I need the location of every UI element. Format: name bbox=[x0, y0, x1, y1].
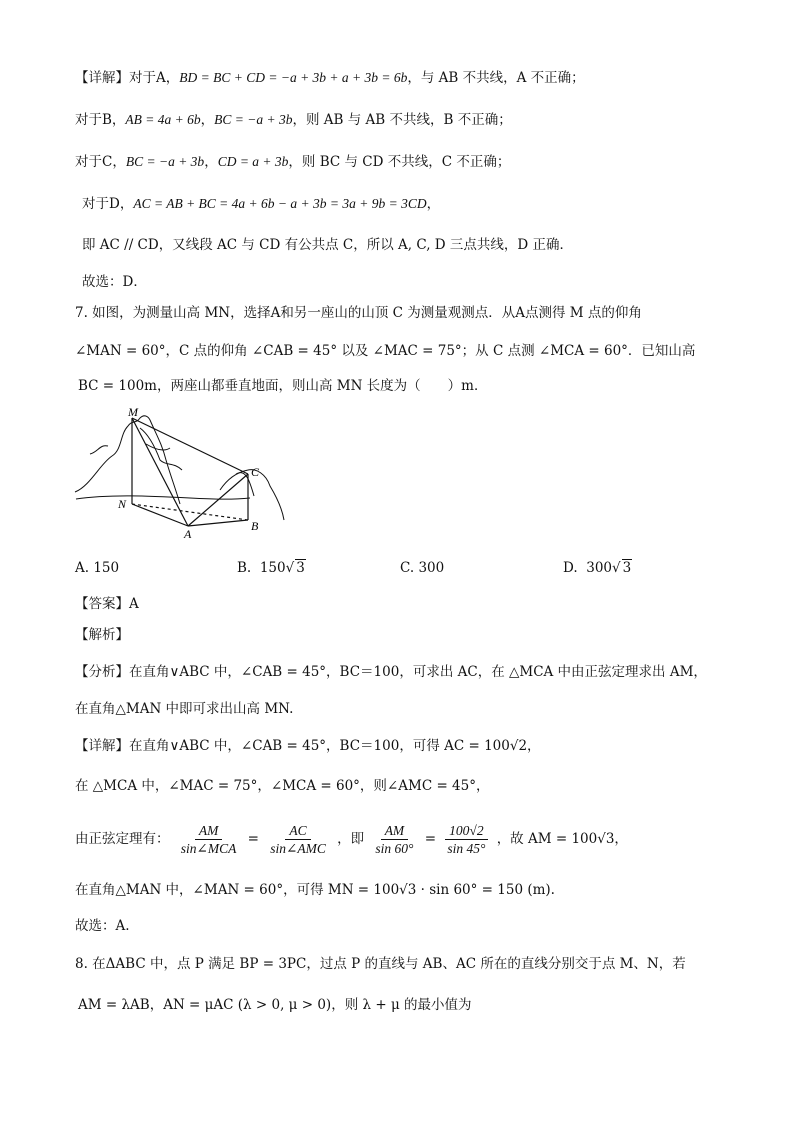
option-letter: C. bbox=[400, 560, 415, 576]
geometry-lines bbox=[132, 418, 248, 526]
option-coef: 150 bbox=[259, 560, 286, 576]
case-b-expr2: BC = −a + 3b bbox=[214, 112, 293, 127]
option-root: 3 bbox=[296, 560, 305, 576]
mountain-figure bbox=[70, 404, 300, 544]
case-b-conclusion: ，则 AB 与 AB 不共线，B 不正确； bbox=[292, 112, 512, 128]
equals-sign: = bbox=[424, 831, 437, 847]
answer-tag: 【答案】 bbox=[75, 596, 129, 612]
choose-text: 故选：A. bbox=[75, 918, 130, 934]
q7-text-2: ∠MAN = 60°，C 点的仰角 ∠CAB = 45° 以及 ∠MAC = 75°；从 C 点测 ∠MCA = 60°．已知山高 bbox=[75, 343, 696, 359]
q7-line3 bbox=[78, 376, 487, 396]
q7-text-1: 7. 如图，为测量山高 MN，选择A和另一座山的山顶 C 为测量观测点．从A点测得 M 点的仰角 bbox=[75, 305, 642, 321]
numerator: AM bbox=[381, 822, 409, 840]
segment-MA bbox=[132, 418, 188, 526]
case-a-expression: BD = BC + CD = −a + 3b + a + 3b = 6b bbox=[179, 70, 408, 85]
case-a-conclusion: ，与 AB 不共线，A 不正确； bbox=[407, 70, 585, 86]
xiangjie-tag: 【详解】 bbox=[75, 738, 129, 754]
fraction-100root2-sin45 bbox=[443, 822, 489, 857]
label-N: N bbox=[118, 497, 127, 511]
fenxi-line2 bbox=[75, 699, 293, 719]
option-coef: 300 bbox=[586, 560, 613, 576]
case-a-label: 对于A， bbox=[129, 70, 180, 86]
case-c-expr1: BC = −a + 3b bbox=[125, 154, 205, 169]
comma: ， bbox=[204, 154, 218, 170]
case-b-expr1: AB = 4a + 6b bbox=[125, 112, 201, 127]
case-c-expr2: CD = a + 3b bbox=[217, 154, 289, 169]
sine-law-prefix: 由正弦定理有： bbox=[75, 831, 170, 847]
segment-AB bbox=[188, 520, 248, 526]
option-c bbox=[400, 558, 444, 578]
label-A: A bbox=[184, 527, 192, 541]
option-b bbox=[237, 558, 306, 578]
am-result: ，故 AM = 100√3， bbox=[496, 831, 628, 847]
fenxi-text-1: 在直角∨ABC 中，∠CAB = 45°，BC＝100，可求出 AC，在 △MCA 中由正弦定理求出 AM， bbox=[129, 664, 707, 680]
option-root: 3 bbox=[622, 560, 632, 576]
denominator: sin 45° bbox=[447, 841, 486, 856]
fenxi-text-2: 在直角△MAN 中即可求出山高 MN. bbox=[75, 701, 294, 717]
sqrt-sign: √ bbox=[612, 560, 621, 576]
line-choose-d bbox=[82, 272, 147, 292]
analysis-heading bbox=[75, 625, 129, 645]
fenxi-line1 bbox=[75, 662, 707, 682]
case-c-conclusion: ，则 BC 与 CD 不共线，C 不正确； bbox=[288, 154, 511, 170]
line-case-b bbox=[75, 110, 512, 130]
option-letter: A. bbox=[75, 560, 90, 576]
xiangjie-text-2: 在 △MCA 中，∠MAC = 75°，∠MCA = 60°，则∠AMC = 45°， bbox=[75, 778, 490, 794]
numerator: AC bbox=[285, 822, 310, 840]
xiangjie-line4 bbox=[75, 880, 555, 900]
collinear-conclusion: 即 AC // CD，又线段 AC 与 CD 有公共点 C，所以 A, C, D 三点共线，D 正确． bbox=[82, 237, 574, 253]
line-case-c bbox=[75, 152, 510, 172]
option-letter: D. bbox=[563, 560, 578, 576]
xiangjie-line5 bbox=[75, 916, 130, 936]
choose-text: 故选：D． bbox=[82, 274, 147, 290]
segment-NB bbox=[132, 504, 248, 520]
fraction-ac-sin-amc bbox=[266, 822, 330, 857]
denominator: sin 60° bbox=[375, 841, 414, 856]
xiangjie-text-1: 在直角∨ABC 中，∠CAB = 45°，BC＝100，可得 AC = 100√2， bbox=[129, 738, 541, 754]
label-B: B bbox=[251, 519, 259, 533]
q7-line1 bbox=[75, 303, 642, 323]
label-M: M bbox=[128, 405, 138, 419]
q7-line2 bbox=[75, 341, 695, 361]
comma: ， bbox=[200, 112, 215, 128]
segment-AC bbox=[188, 474, 248, 526]
line-case-d bbox=[82, 194, 440, 214]
comma: ， bbox=[426, 196, 441, 212]
fraction-am-sin60 bbox=[371, 822, 417, 857]
numerator: AM bbox=[195, 822, 223, 840]
detail-tag: 【详解】 bbox=[75, 70, 129, 86]
option-d bbox=[563, 558, 632, 578]
option-letter: B. bbox=[237, 560, 252, 576]
analysis-tag: 【解析】 bbox=[75, 627, 129, 643]
q8-line2 bbox=[78, 995, 472, 1015]
case-b-label: 对于B， bbox=[75, 112, 126, 128]
line-detail-a bbox=[75, 68, 585, 88]
label-C: C bbox=[251, 465, 260, 479]
denominator: sin∠AMC bbox=[270, 841, 326, 856]
case-c-label: 对于C， bbox=[75, 154, 126, 170]
xiangjie-line1 bbox=[75, 736, 541, 756]
fenxi-tag: 【分析】 bbox=[75, 664, 129, 680]
equals-sign: = bbox=[247, 831, 259, 847]
q8-line1 bbox=[75, 954, 686, 974]
option-a bbox=[75, 558, 119, 578]
answer-line bbox=[75, 594, 139, 614]
denominator: sin∠MCA bbox=[180, 841, 237, 856]
connector-text: ，即 bbox=[337, 831, 365, 847]
xiangjie-line2 bbox=[75, 776, 489, 796]
fraction-am-sin-mca bbox=[177, 822, 241, 857]
case-d-label: 对于D， bbox=[82, 196, 134, 212]
q8-text-2: AM = λAB，AN = μAC (λ > 0, μ > 0)，则 λ + μ 的最小值为 bbox=[78, 997, 472, 1013]
sine-law-line bbox=[75, 822, 628, 857]
answer-value: A bbox=[129, 596, 139, 612]
option-value: 300 bbox=[418, 560, 445, 576]
option-value: 150 bbox=[93, 560, 120, 576]
q8-text-1: 8. 在ΔABC 中，点 P 满足 BP = 3PC，过点 P 的直线与 AB、AC 所在的直线分别交于点 M、N，若 bbox=[75, 956, 686, 972]
line-collinear bbox=[82, 235, 573, 255]
case-d-expression: AC = AB + BC = 4a + 6b − a + 3b = 3a + 9b = 3CD bbox=[133, 196, 427, 211]
mn-result: 在直角△MAN 中，∠MAN = 60°，可得 MN = 100√3 · sin 60° = 150 (m). bbox=[75, 882, 555, 898]
segment-NA bbox=[132, 504, 188, 526]
numerator: 100√2 bbox=[445, 822, 487, 840]
q7-text-3: BC = 100m，两座山都垂直地面，则山高 MN 长度为（ ）m． bbox=[78, 378, 488, 394]
sqrt-sign: √ bbox=[285, 560, 295, 576]
